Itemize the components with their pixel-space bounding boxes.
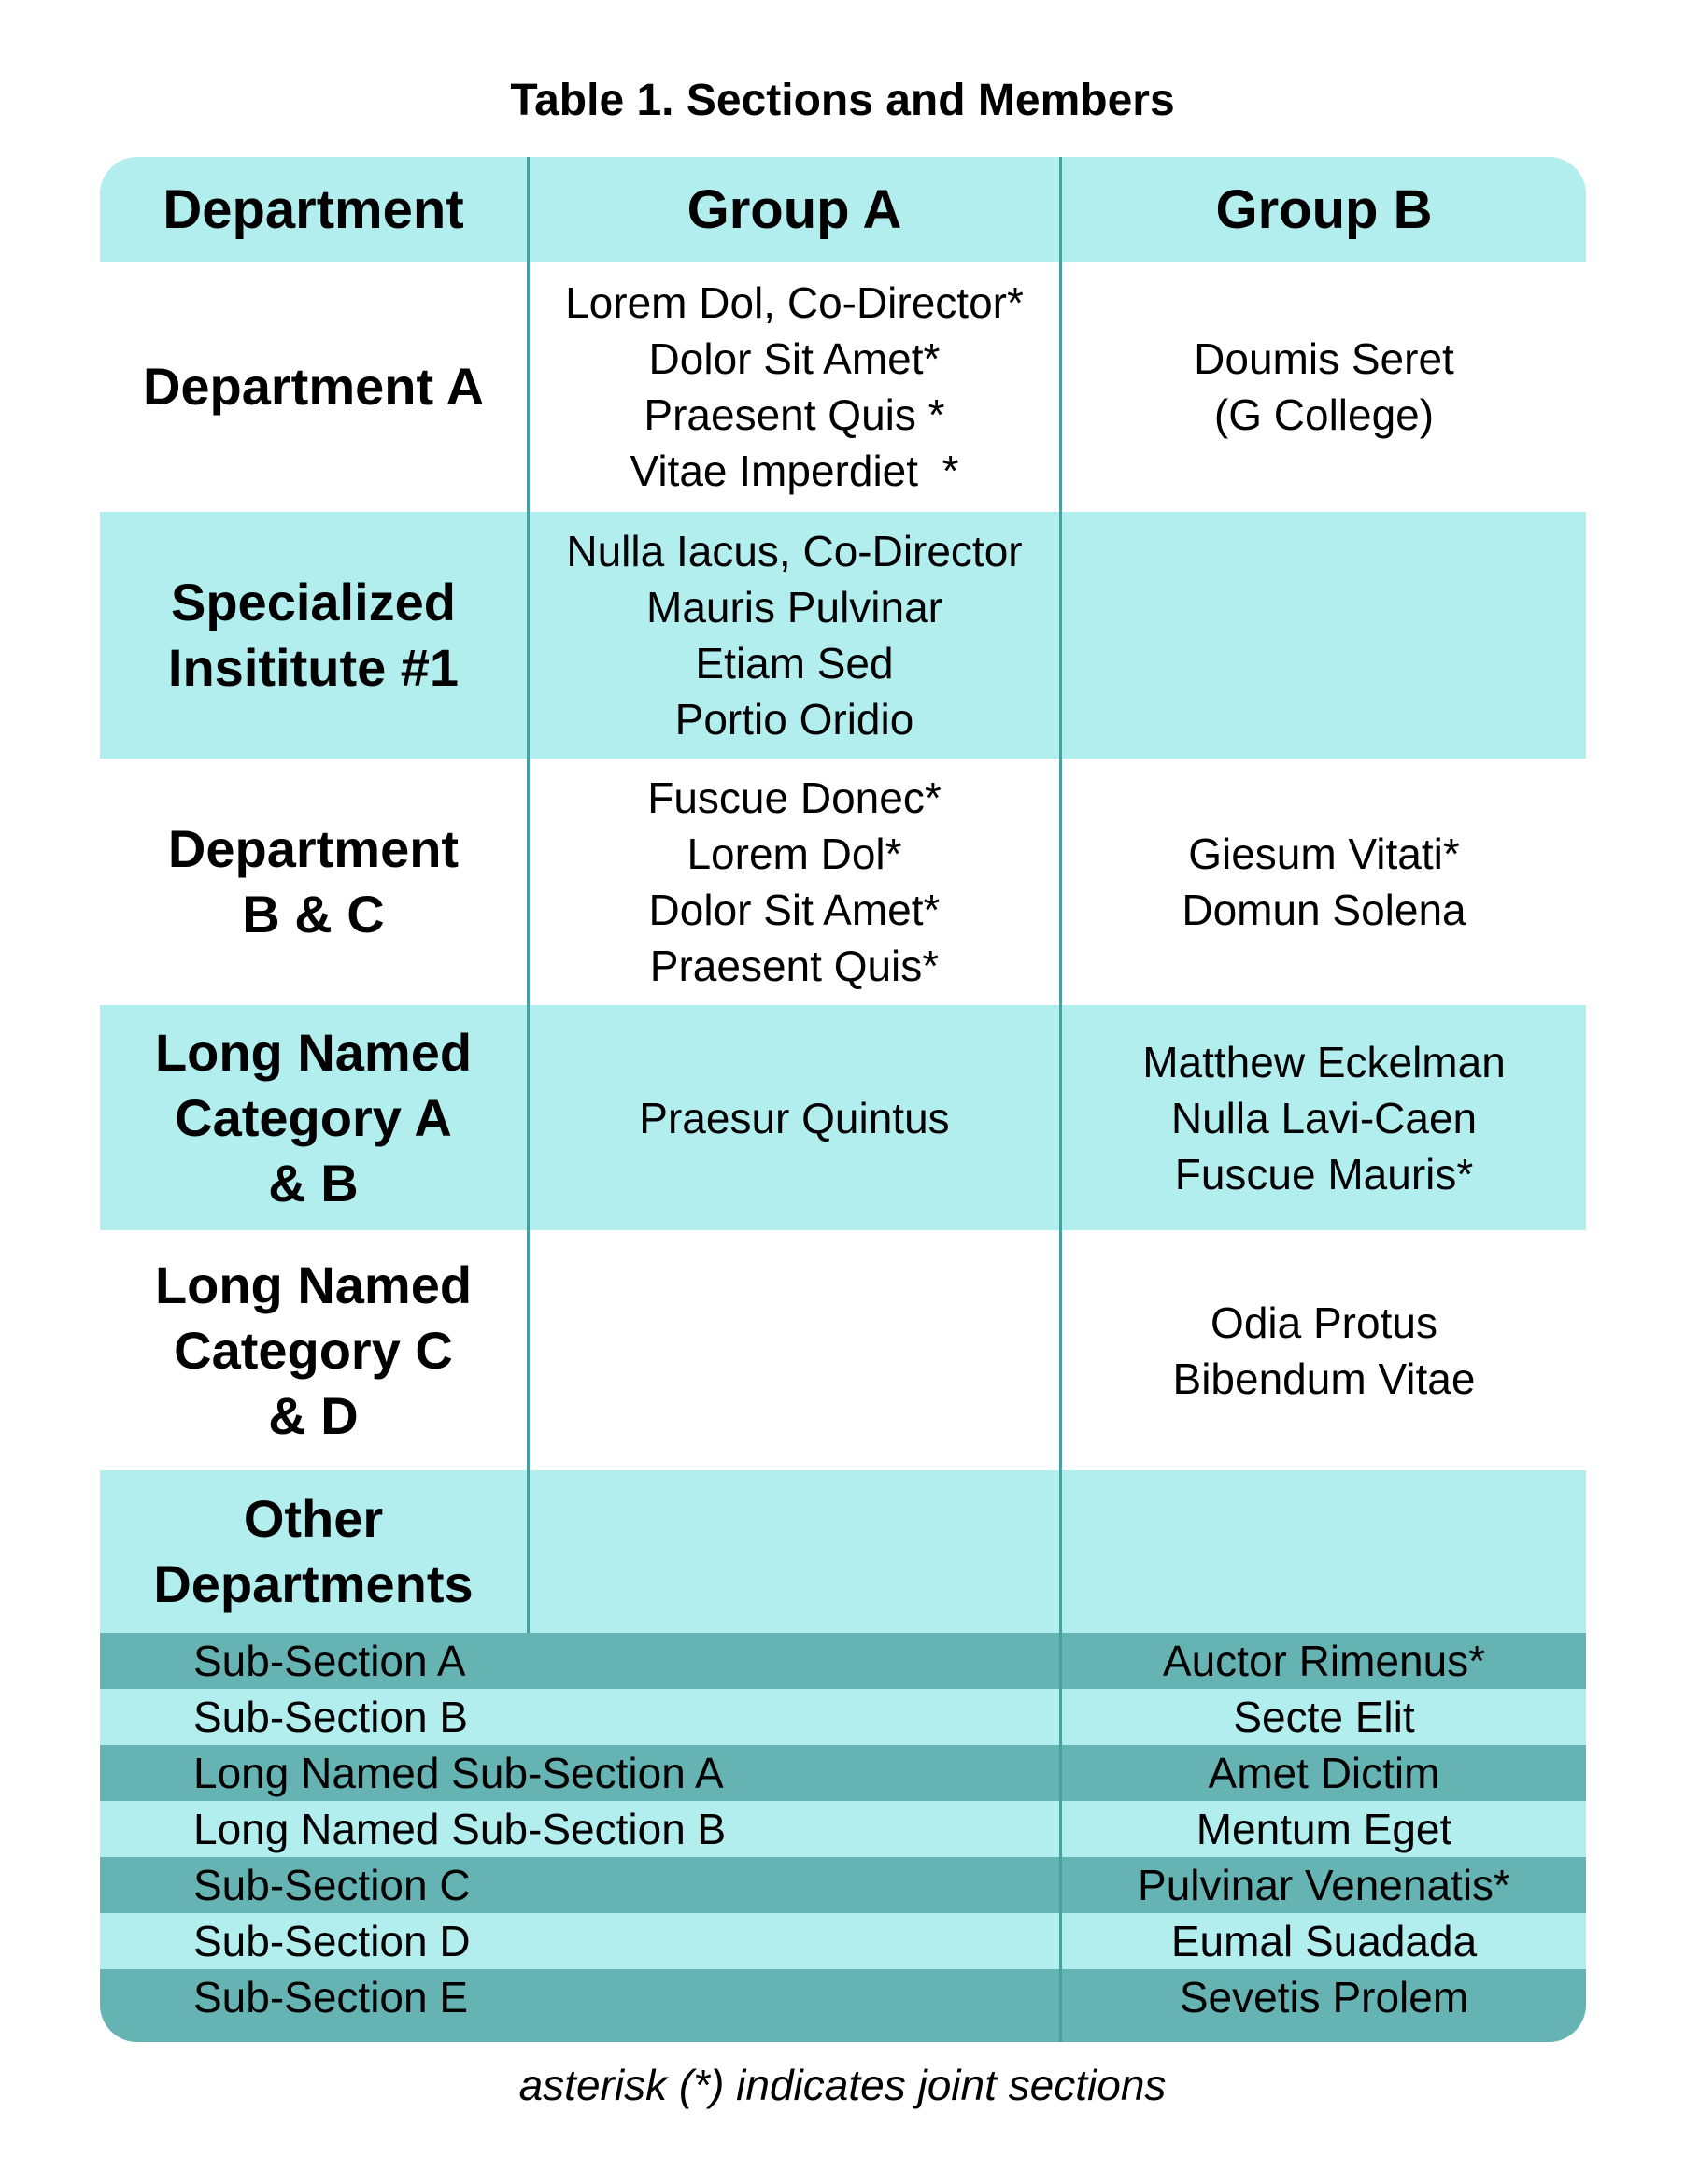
department-name: & B <box>268 1153 359 1213</box>
group-a-cell <box>527 1230 1059 1470</box>
member-name: Odia Protus <box>1211 1298 1437 1347</box>
member-name: Praesent Quis * <box>644 390 945 439</box>
member-name: Nulla Lavi-Caen <box>1170 1093 1478 1142</box>
subsection-member: Auctor Rimenus* <box>1059 1633 1586 1689</box>
group-b-cell <box>1059 1230 1586 1470</box>
table-row <box>100 262 1586 512</box>
member-name: Praesent Quis* <box>649 942 940 990</box>
subsection-member: Amet Dictim <box>1059 1745 1586 1801</box>
group-b-cell <box>1059 1470 1586 1633</box>
subsection-member: Sevetis Prolem <box>1059 1969 1586 2042</box>
group-b-cell <box>1059 262 1586 512</box>
department-name: Other <box>243 1489 384 1548</box>
group-a-cell <box>527 262 1059 512</box>
member-name: Bibendum Vitae <box>1172 1354 1476 1403</box>
header-group-a: Group A <box>527 157 1059 262</box>
member-name: Lorem Dol, Co-Director* <box>565 278 1024 327</box>
member-name: Dolor Sit Amet* <box>648 886 941 934</box>
member-name: Nulla Iacus, Co-Director <box>566 527 1023 575</box>
department-name: Department <box>167 819 460 878</box>
subsection-name: Sub-Section A <box>193 1637 466 1685</box>
table-title: Table 1. Sections and Members <box>510 76 1175 125</box>
subsection-row <box>100 1913 1586 1969</box>
subsection-member: Eumal Suadada <box>1059 1913 1586 1969</box>
member-name: Lorem Dol* <box>687 830 902 878</box>
subsection-name: Sub-Section D <box>193 1917 471 1965</box>
subsection-row <box>100 1633 1586 1689</box>
member-name: Dolor Sit Amet* <box>648 334 941 383</box>
member-name: Portio Oridio <box>674 695 914 744</box>
department-cell <box>100 759 527 1005</box>
member-name: Matthew Eckelman <box>1142 1037 1506 1086</box>
footnote: asterisk (*) indicates joint sections <box>518 2061 1167 2109</box>
department-cell <box>100 1230 527 1470</box>
subsection-row <box>100 1745 1586 1801</box>
subsection-name: Long Named Sub-Section A <box>193 1749 724 1797</box>
department-name: Insititute #1 <box>167 638 460 697</box>
department-name: Department A <box>142 357 485 416</box>
subsection-row <box>100 1857 1586 1913</box>
group-b-cell <box>1059 1005 1586 1230</box>
header-department: Department <box>163 178 464 240</box>
department-name: Category A <box>175 1087 452 1147</box>
group-a-cell <box>527 759 1059 1005</box>
group-b-cell <box>1059 512 1586 759</box>
sections-table <box>100 157 1586 2042</box>
department-name: B & C <box>242 885 385 943</box>
department-cell <box>100 1470 527 1633</box>
subsection-name: Sub-Section E <box>193 1973 469 2021</box>
group-a-cell <box>527 1005 1059 1230</box>
department-name: & D <box>268 1385 359 1445</box>
department-name: Long Named <box>154 1022 473 1082</box>
member-name: Fuscue Mauris* <box>1174 1149 1474 1198</box>
subsection-member: Secte Elit <box>1059 1689 1586 1745</box>
department-name: Category C <box>174 1320 453 1380</box>
table-row <box>100 759 1586 1005</box>
department-cell <box>100 512 527 759</box>
subsection-name: Sub-Section B <box>193 1693 469 1741</box>
department-name: Departments <box>153 1554 474 1613</box>
table-row <box>100 1005 1586 1230</box>
subsection-name: Sub-Section C <box>193 1861 471 1909</box>
group-a-cell <box>527 512 1059 759</box>
header-row <box>100 157 1586 262</box>
member-name: Vitae Imperdiet * <box>630 447 959 495</box>
department-cell <box>100 262 527 512</box>
department-name: Specialized <box>170 573 457 631</box>
member-name: Mauris Pulvinar <box>646 583 942 631</box>
subsection-member: Mentum Eget <box>1059 1801 1586 1857</box>
subsection-row <box>100 1969 1586 2042</box>
group-a-cell <box>527 1470 1059 1633</box>
subsection-member: Pulvinar Venenatis* <box>1059 1857 1586 1913</box>
member-name: Fuscue Donec* <box>647 773 942 822</box>
subsection-row <box>100 1801 1586 1857</box>
member-name: Etiam Sed <box>695 639 894 688</box>
member-name: (G College) <box>1213 390 1435 439</box>
table-row <box>100 1470 1586 1633</box>
subsection-name: Long Named Sub-Section B <box>193 1805 727 1853</box>
header-group-b: Group B <box>1059 157 1586 262</box>
table-row <box>100 512 1586 759</box>
department-name: Long Named <box>154 1255 473 1314</box>
member-name: Giesum Vitati* <box>1188 830 1460 878</box>
department-cell <box>100 1005 527 1230</box>
member-name: Domun Solena <box>1182 886 1466 934</box>
member-name: Doumis Seret <box>1194 334 1454 383</box>
member-name: Praesur Quintus <box>639 1093 950 1142</box>
group-b-cell <box>1059 759 1586 1005</box>
table-row <box>100 1230 1586 1470</box>
subsection-row <box>100 1689 1586 1745</box>
